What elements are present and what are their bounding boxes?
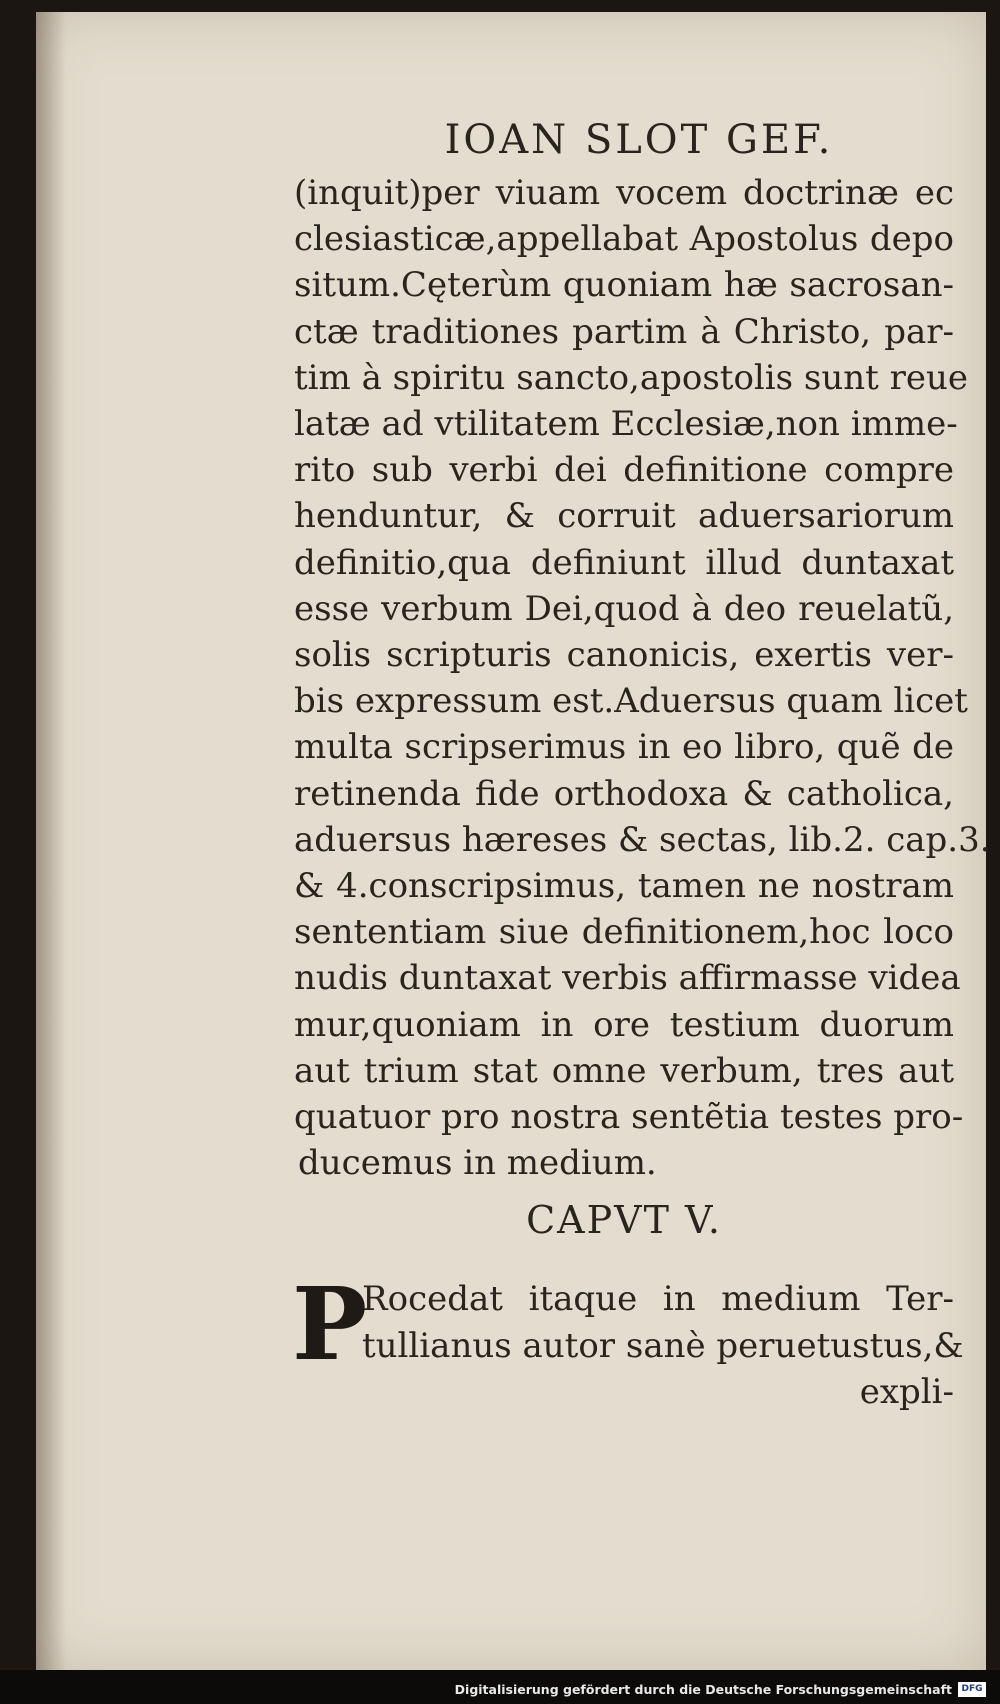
text-line: multa scripserimus in eo libro, quẽ de: [294, 727, 954, 768]
text-line: definitio,qua definiunt illud duntaxat: [294, 542, 954, 583]
text-line: mur,quoniam in ore testium duorum: [294, 1004, 954, 1045]
text-line: henduntur, & corruit aduersariorum: [294, 496, 954, 537]
text-line: clesiasticæ,appellabat Apostolus depo: [294, 219, 954, 260]
text-line: tullianus autor sanè peruetustus,&: [362, 1325, 964, 1366]
text-line: quatuor pro nostra sentẽtia testes pro-: [294, 1097, 964, 1138]
text-line: ctæ traditiones partim à Christo, par-: [294, 311, 954, 352]
text-line: tim à spiritu sancto,apostolis sunt reue: [294, 357, 969, 398]
text-line: & 4.conscripsimus, tamen ne nostram: [294, 866, 954, 907]
text-block: [292, 112, 991, 1415]
drop-capital: P: [292, 1265, 368, 1384]
catchword: expli-: [859, 1371, 954, 1412]
running-head: IOAN SLOT GEF.: [444, 117, 834, 163]
text-line: aut trium stat omne verbum, tres aut: [294, 1050, 954, 1091]
paragraph-1: [294, 170, 991, 1186]
text-line: sententiam siue definitionem,hoc loco: [294, 912, 954, 953]
chapter-heading: CAPVT V.: [526, 1198, 722, 1243]
text-line: latæ ad vtilitatem Ecclesiæ,non imme-: [294, 404, 958, 445]
text-line: aduersus hæreses & sectas, lib.2. cap.3.: [294, 819, 991, 860]
gutter-shadow: [36, 12, 66, 1670]
text-line: esse verbum Dei,quod à deo reuelatũ,: [294, 588, 954, 629]
dfg-logo-icon: DFG: [958, 1682, 986, 1697]
book-page: [36, 12, 991, 1670]
text-line: (inquit)per viuam vocem doctrinæ ec: [294, 173, 954, 213]
footer-bar: [0, 1670, 1000, 1704]
text-line: retinenda fide orthodoxa & catholica,: [294, 773, 954, 814]
footer-credit: Digitalisierung gefördert durch die Deutsche Forschungsgemeinschaft: [454, 1682, 952, 1697]
text-line: solis scripturis canonicis, exertis ver-: [294, 635, 954, 676]
paragraph-2: [292, 1265, 964, 1384]
text-line: Rocedat itaque in medium Ter-: [362, 1279, 954, 1320]
text-line: nudis duntaxat verbis affirmasse videa: [294, 958, 961, 999]
text-line: situm.Cęterùm quoniam hæ sacrosan-: [294, 265, 954, 306]
text-line: bis expressum est.Aduersus quam licet: [294, 681, 968, 722]
text-line: ducemus in medium.: [298, 1143, 657, 1184]
text-line: rito sub verbi dei definitione compre: [294, 450, 954, 491]
